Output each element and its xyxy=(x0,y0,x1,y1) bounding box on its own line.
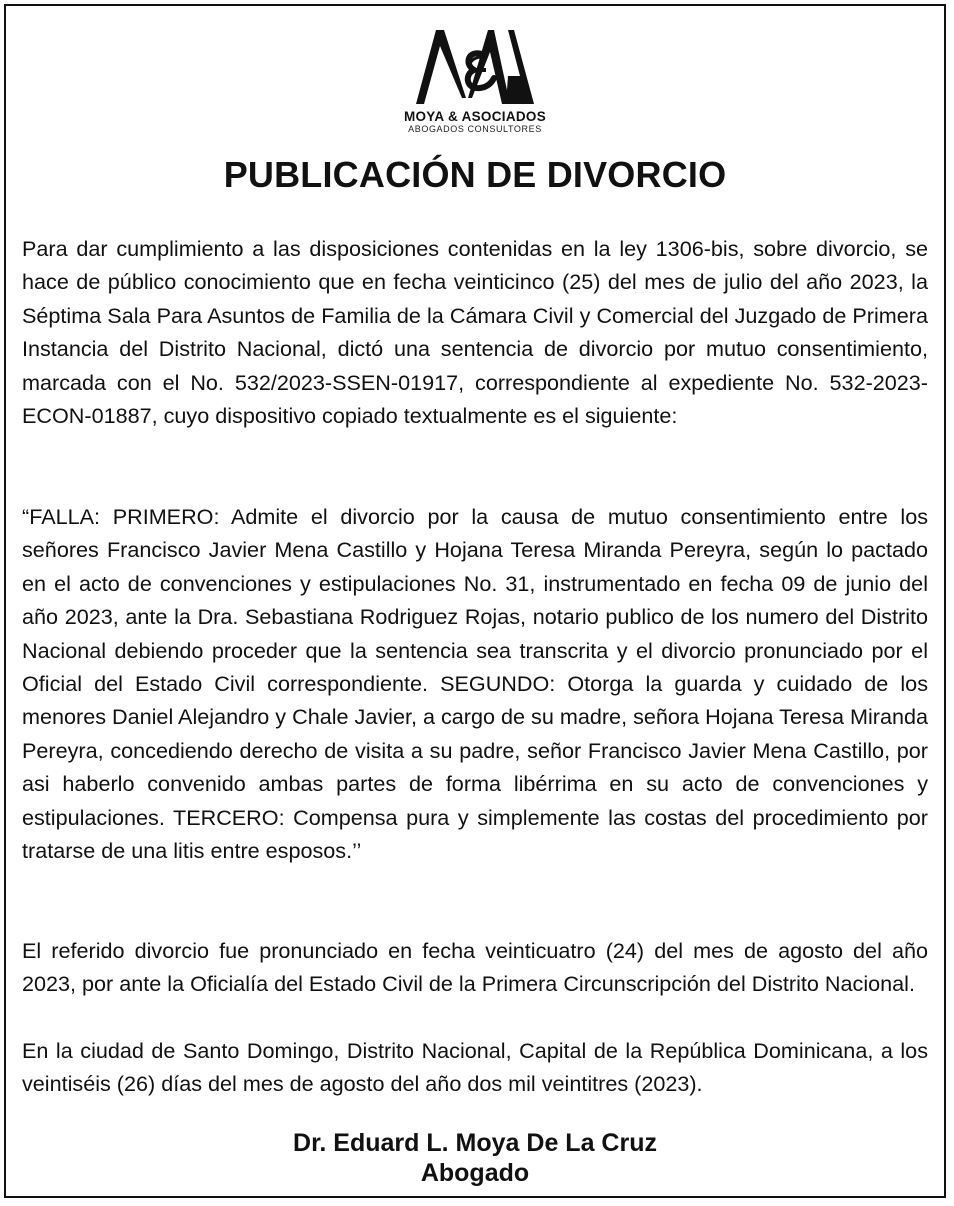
intro-paragraph: Para dar cumplimiento a las disposiciones contenidas en la ley 1306-bis, sobre divorcio, se hace de público conocimiento que en fecha veinticinco (25) del mes de julio del año 2023, la Séptima Sala Para Asuntos de Familia de la Cámara Civil y Comercial del Juzgado de Primera Instancia del Distrito Nacional, dictó una sentencia de divorcio por mutuo consentimiento, marcada con el No. 532/2023-SSEN-01917, correspondiente al expediente No. 532-2023-ECON-01887, cuyo dispositivo copiado textualmente es el siguiente: xyxy=(22,236,928,429)
falla-paragraph: “FALLA: PRIMERO: Admite el divorcio por la causa de mutuo consentimiento entre los señores Francisco Javier Mena Castillo y Hojana Teresa Miranda Pereyra, según lo pactado en el acto de convenciones y estipulaciones No. 31, instrumentado en fecha 09 de junio del año 2023, ante la Dra. Sebastiana Rodriguez Rojas, notario publico de los numero del Distrito Nacional debiendo proceder que la sentencia sea transcrita y el divorcio pronunciado por el Oficial del Estado Civil correspondiente. SEGUNDO: Otorga la guarda y cuidado de los menores Daniel Alejandro y Chale Javier, a cargo de su madre, señora Hojana Teresa Miranda Pereyra, concediendo derecho de visita a su padre, señor Francisco Javier Mena Castillo, por asi haberlo convenido ambas partes de forma libérrima en su acto de convenciones y estipulaciones. TERCERO: Compensa pura y simplemente las costas del procedimiento por tratarse de una litis entre esposos.’’ xyxy=(22,504,928,864)
monogram-logo-icon xyxy=(410,24,540,108)
firm-logo xyxy=(6,24,944,134)
signature-name: Dr. Eduard L. Moya De La Cruz xyxy=(293,1129,657,1157)
signature-block xyxy=(6,1128,944,1188)
pronunciado-paragraph: El referido divorcio fue pronunciado en fecha veinticuatro (24) del mes de agosto del año 2023, por ante la Oficialía del Estado Civil de la Primera Circunscripción del Distrito Nacional. xyxy=(22,938,928,997)
publication-frame xyxy=(4,4,946,1198)
lugar-fecha-paragraph: En la ciudad de Santo Domingo, Distrito Nacional, Capital de la República Dominicana, a los veintiséis (26) días del mes de agosto del año dos mil veintitres (2023). xyxy=(22,1038,928,1097)
signature-role: Abogado xyxy=(420,1159,530,1187)
page-title: PUBLICACIÓN DE DIVORCIO xyxy=(223,154,727,195)
firm-tagline: ABOGADOS CONSULTORES xyxy=(408,124,542,134)
firm-name: MOYA & ASOCIADOS xyxy=(403,109,547,124)
